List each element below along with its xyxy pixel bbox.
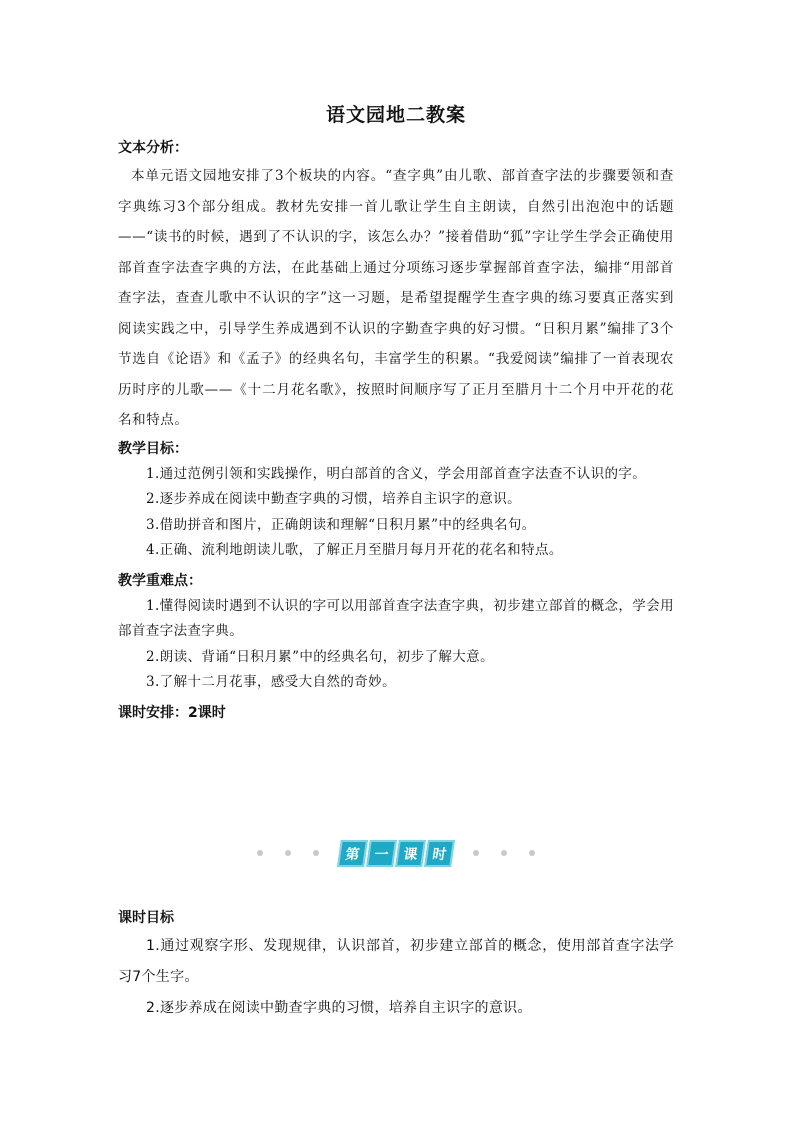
key-point-item: 1.懂得阅读时遇到不认识的字可以用部首查字法查字典，初步建立部首的概念，学会用部首查字法查字典。 (118, 597, 674, 639)
divider-dot (473, 850, 479, 856)
divider-dot (501, 850, 507, 856)
lesson-badge-char: 第 (337, 840, 368, 867)
teaching-goal-item: 2.逐步养成在阅读中勤查字典的习惯，培养自主识字的意识。 (146, 491, 522, 507)
lesson-badge-char: 课 (395, 840, 426, 867)
lesson-badge-char: 时 (424, 840, 455, 867)
teaching-goal-item: 3.借助拼音和图片，正确朗读和理解“日积月累”中的经典名句。 (146, 516, 536, 533)
teaching-goal-item: 1.通过范例引领和实践操作，明白部首的含义，学会用部首查字法查不认识的字。 (146, 465, 647, 482)
document-title: 语文园地二教案 (325, 104, 466, 126)
text-analysis-heading: 文本分析： (118, 140, 188, 156)
key-point-item: 3.了解十二月花事，感受大自然的奇妙。 (146, 674, 396, 690)
lesson-goals-section (118, 905, 674, 1024)
teaching-goal-item: 4.正确、流利地朗读儿歌，了解正月至腊月每月开花的花名和特点。 (146, 542, 563, 558)
divider-dot (529, 850, 535, 856)
lesson-goal-item: 1.通过观察字形、发现规律，认识部首，初步建立部首的概念，使用部首查字法学习7个生字。 (118, 938, 674, 985)
lesson-goal-item: 2.逐步养成在阅读中勤查字典的习惯，培养自主识字的意识。 (146, 1000, 532, 1016)
teaching-goals-heading: 教学目标： (118, 440, 188, 457)
lesson-badge-char: 一 (366, 840, 397, 867)
key-point-item: 2.朗读、背诵“日积月累”中的经典名句，初步了解大意。 (146, 648, 494, 665)
lesson-goals-heading: 课时目标 (118, 910, 174, 926)
lesson-badge (338, 840, 454, 867)
text-analysis-body: 本单元语文园地安排了3个板块的内容。“查字典”由儿歌、部首查字法的步骤要领和查字典练习3个部分组成。教材先安排一首儿歌让学生自主朗读，自然引出泡泡中的话题——“读书的时候，遇到了不认识的字，该怎么办？”接着借助“狐”字让学生学会正确使用部首查字法查字典的方法，在此基础上通过分项练习逐步掌握部首查字法，编排“用部首查字法，查查儿歌中不认识的字”这一习题，是希望提醒学生查字典的练习要真正落实到阅读实践之中，引导学生养成遇到不认识的字勤查字典的好习惯。“日积月累”编排了3个节选自《论语》和《孟子》的经典名句，丰富学生的积累。“我爱阅读”编排了一首表现农历时序的儿歌——《十二月花名歌》，按照时间顺序写了正月至腊月十二个月中开花的花名和特点。 (118, 168, 674, 428)
document-page (118, 100, 674, 1016)
lesson-divider (118, 833, 674, 873)
divider-dot (257, 850, 263, 856)
divider-dot (285, 850, 291, 856)
divider-dot (313, 850, 319, 856)
key-points-heading: 教学重难点： (118, 572, 202, 589)
schedule-line: 课时安排：2课时 (118, 704, 226, 721)
